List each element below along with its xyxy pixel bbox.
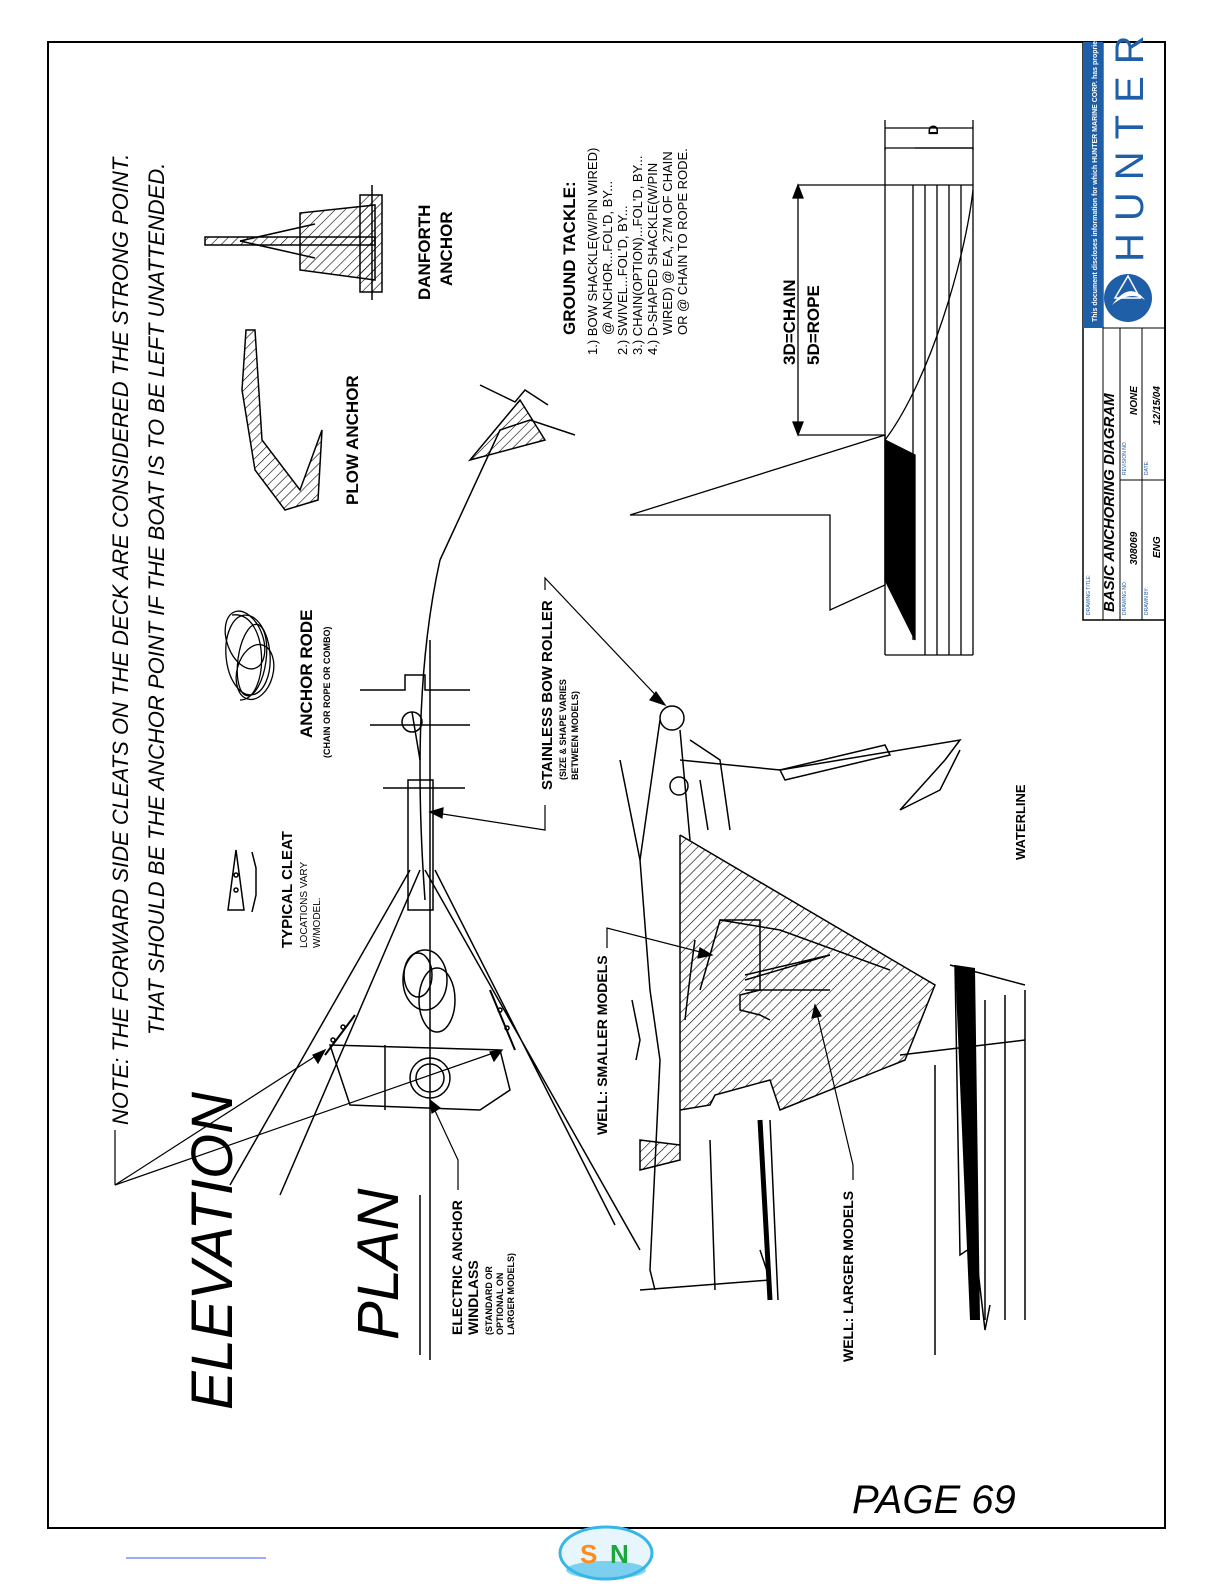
scope-depth-label: D <box>925 124 941 135</box>
windlass-label-line2: WINDLASS <box>465 1260 481 1335</box>
plan-plow-anchor-drawing <box>440 385 575 560</box>
title-block-date: 12/15/04 <box>1152 386 1163 425</box>
note-line-1: NOTE: THE FORWARD SIDE CLEATS ON THE DECK ARE CONSIDERED THE STRONG POINT. <box>108 153 133 1125</box>
elevation-view-title: ELEVATION <box>180 1091 245 1410</box>
note-line-2: THAT SHOULD BE THE ANCHOR POINT IF THE BOAT IS TO BE LEFT UNATTENDED. <box>144 162 169 1035</box>
bow-roller-sub2: BETWEEN MODELS) <box>570 691 580 780</box>
title-block <box>1083 5 1165 620</box>
ground-tackle-line-7: OR @ CHAIN TO ROPE RODE. <box>675 148 690 335</box>
scope-chain-label: 3D=CHAIN <box>780 279 799 365</box>
anchor-rode-label: ANCHOR RODE <box>297 609 316 738</box>
ground-tackle-line-5: 4.) D-SHAPED SHACKLE(W/PIN <box>645 162 660 355</box>
title-block-drawn-by: ENG <box>1152 536 1163 558</box>
windlass-label-sub1: (STANDARD OR <box>484 1266 494 1335</box>
title-block-date-label: DATE: <box>1144 460 1150 475</box>
page-number: PAGE 69 <box>852 1478 1016 1522</box>
windlass-leader <box>430 1100 458 1190</box>
anchor-rode-label-block <box>297 610 332 758</box>
footer-logo <box>560 1527 652 1579</box>
bow-roller-label-block <box>539 600 580 790</box>
windlass-label-sub3: LARGER MODELS) <box>506 1253 516 1335</box>
typical-cleat-label-block <box>279 831 323 948</box>
danforth-label-line1: DANFORTH <box>415 204 434 300</box>
ground-tackle-line-2: @ ANCHOR...FOL'D, BY... <box>600 180 615 335</box>
ground-tackle-line-3: 2.) SWIVEL...FOL'D, BY... <box>615 205 630 355</box>
scope-rope-label: 5D=ROPE <box>804 285 823 365</box>
windlass-label-line1: ELECTRIC ANCHOR <box>449 1200 465 1335</box>
windlass-label-sub2: OPTIONAL ON <box>495 1272 505 1335</box>
waterline-label: WATERLINE <box>1013 784 1028 860</box>
well-larger-label: WELL: LARGER MODELS <box>840 1190 856 1362</box>
title-block-revision: NONE <box>1129 386 1140 415</box>
well-smaller-label: WELL: SMALLER MODELS <box>594 955 610 1135</box>
anchor-rode-coil-icon <box>218 606 280 704</box>
title-block-drawing-no: 308069 <box>1129 531 1140 565</box>
title-block-proprietary-text: This document discloses information for which HUNTER MARINE CORP. has proprietary rights. <box>1092 4 1099 322</box>
note-leader-lines <box>115 1050 502 1185</box>
bow-roller-sub1: (SIZE & SHAPE VARIES <box>558 679 568 780</box>
title-block-revision-label: REVISION NO. <box>1122 440 1128 475</box>
plow-anchor-label: PLOW ANCHOR <box>343 375 362 505</box>
ground-tackle-line-4: 3.) CHAIN(OPTION)...FOL'D, BY... <box>630 155 645 355</box>
title-block-drawing-no-label: DRAWING NO. <box>1122 580 1128 615</box>
ground-tackle-title: GROUND TACKLE: <box>560 181 579 335</box>
danforth-anchor-drawing <box>205 185 382 300</box>
danforth-label <box>415 205 456 300</box>
plan-view-title: PLAN <box>346 1188 411 1340</box>
scope-ratio-labels <box>780 280 823 366</box>
ground-tackle-line-6: WIRED) @ EA, 27M OF CHAIN <box>660 151 675 335</box>
danforth-label-line2: ANCHOR <box>437 211 456 286</box>
title-block-brand: HUNTER <box>1108 23 1152 262</box>
typical-cleat-title: TYPICAL CLEAT <box>279 831 296 948</box>
title-block-drawn-by-label: DRAWN BY: <box>1144 587 1150 615</box>
footer-logo-s: S <box>580 1539 598 1569</box>
plow-anchor-drawing <box>242 330 322 510</box>
ground-tackle-block <box>560 148 690 355</box>
bow-roller-label: STAINLESS BOW ROLLER <box>539 600 556 790</box>
note-block <box>108 154 169 1125</box>
typical-cleat-sub2: W/MODEL. <box>312 897 323 948</box>
typical-cleat-icon <box>228 850 256 912</box>
ground-tackle-line-1: 1.) BOW SHACKLE(W/PIN WIRED) <box>585 147 600 355</box>
title-block-drawing-title-label: DRAWING TITLE: <box>1086 574 1092 615</box>
footer-logo-n: N <box>610 1539 629 1569</box>
plan-view-drawing <box>230 560 640 1360</box>
title-block-drawing-title: BASIC ANCHORING DIAGRAM <box>1101 393 1118 612</box>
windlass-label-block <box>449 1200 516 1335</box>
typical-cleat-sub1: LOCATIONS VARY <box>299 861 310 948</box>
anchor-rode-sublabel: (CHAIN OR ROPE OR COMBO) <box>322 626 332 758</box>
